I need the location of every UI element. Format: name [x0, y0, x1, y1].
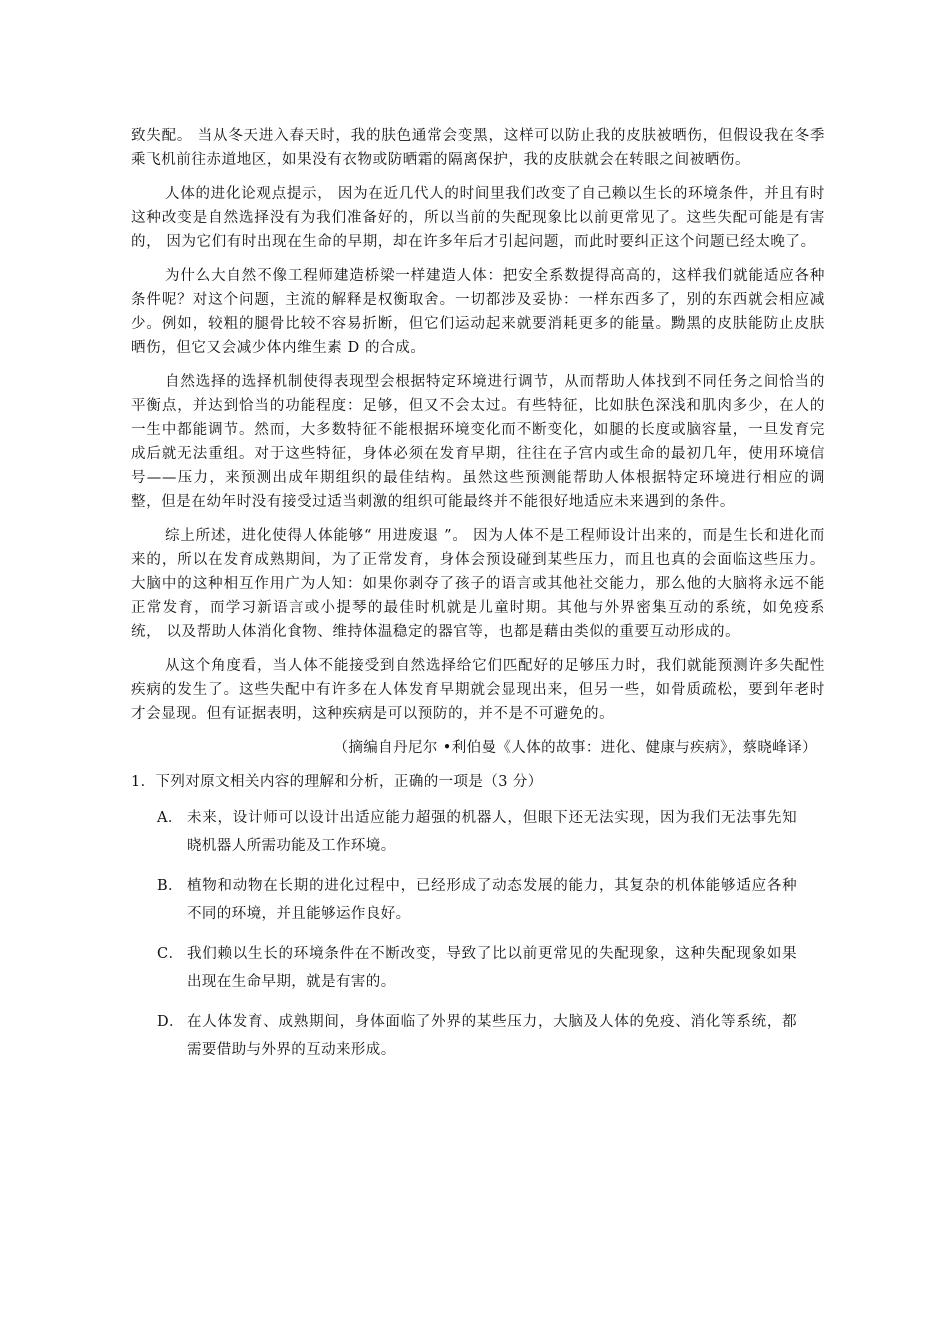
article-paragraph-4: 自然选择的选择机制使得表现型会根据特定环境进行调节，从而帮助人体找到不同任务之间恰当的平衡点，并达到恰当的功能程度：足够，但又不会太过。有些特征，比如肤色深浅和肌肉多少，在人的一生中都能调节。然而，大多数特征不能根据环境变化而不断变化，如腿的长度或脑容量，一旦发育完成后就无法重组。对于这些特征，身体必须在发育早期，往往在子宫内或生命的最初几年，使用环境信号——压力，来预测出成年期组织的最佳结构。虽然这些预测能帮助人体根据特定环境进行相应的调整，但是在幼年时没有接受过适当刺激的组织可能最终并不能很好地适应未来遇到的条件。 — [131, 374, 825, 510]
option-text: 植物和动物在长期的进化过程中，已经形成了动态发展的能力，其复杂的机体能够适应各种不同的环境，并且能够运作良好。 — [187, 878, 797, 922]
option-b — [157, 872, 797, 928]
option-letter: C． — [157, 946, 184, 962]
option-c — [157, 940, 797, 996]
option-a — [157, 804, 797, 860]
article-paragraph-2: 人体的进化论观点提示， 因为在近几代人的时间里我们改变了自己赖以生长的环境条件，并且有时这种改变是自然选择没有为我们准备好的，所以当前的失配现象比以前更常见了。这些失配可能是有害的， 因为它们有时出现在生命的早期，却在许多年后才引起问题，而此时要纠正这个问题已经太晚了。 — [131, 186, 825, 250]
question-prompt: 1．下列对原文相关内容的理解和分析，正确的一项是（3 分） — [131, 774, 543, 790]
article-paragraph-5: 综上所述，进化使得人体能够“ 用进废退 ”。 因为人体不是工程师设计出来的，而是生长和进化而来的，所以在发育成熟期间，为了正常发育，身体会预设碰到某些压力，而且也真的会面临这些压力。大脑中的这种相互作用广为人知：如果你剥夺了孩子的语言或其他社交能力，那么他的大脑将永远不能正常发育，而学习新语言或小提琴的最佳时机就是儿童时期。其他与外界密集互动的系统，如免疫系统， 以及帮助人体消化食物、维持体温稳定的器官等，也都是藉由类似的重要互动形成的。 — [131, 528, 825, 640]
article-source: （摘编自丹尼尔 •利伯曼《人体的故事：进化、健康与疾病》，蔡晓峰译） — [333, 740, 817, 756]
option-text: 我们赖以生长的环境条件在不断改变，导致了比以前更常见的失配现象，这种失配现象如果出现在生命早期，就是有害的。 — [187, 946, 797, 990]
option-text: 在人体发育、成熟期间，身体面临了外界的某些压力，大脑及人体的免疫、消化等系统，都需要借助与外界的互动来形成。 — [187, 1014, 797, 1058]
article-paragraph-1: 致失配。 当从冬天进入春天时，我的肤色通常会变黑，这样可以防止我的皮肤被晒伤，但假设我在冬季乘飞机前往赤道地区，如果没有衣物或防晒霜的隔离保护，我的皮肤就会在转眼之间被晒伤。 — [131, 128, 825, 168]
option-letter: D． — [157, 1014, 184, 1030]
option-d — [157, 1008, 797, 1064]
option-letter: A． — [157, 810, 183, 826]
option-letter: B． — [157, 878, 183, 894]
option-text: 未来，设计师可以设计出适应能力超强的机器人，但眼下还无法实现，因为我们无法事先知晓机器人所需功能及工作环境。 — [187, 810, 797, 854]
article-paragraph-6: 从这个角度看，当人体不能接受到自然选择给它们匹配好的足够压力时，我们就能预测许多失配性疾病的发生了。这些失配中有许多在人体发育早期就会显现出来，但另一些，如骨质疏松，要到年老时才会显现。但有证据表明，这种疾病是可以预防的，并不是不可避免的。 — [131, 658, 825, 722]
article-paragraph-3: 为什么大自然不像工程师建造桥梁一样建造人体：把安全系数提得高高的，这样我们就能适应各种条件呢？对这个问题，主流的解释是权衡取舍。一切都涉及妥协：一样东西多了，别的东西就会相应减少。例如，较粗的腿骨比较不容易折断，但它们运动起来就要消耗更多的能量。黝黑的皮肤能防止皮肤晒伤，但它又会减少体内维生素 D 的合成。 — [131, 268, 825, 356]
document-page — [131, 124, 825, 1076]
